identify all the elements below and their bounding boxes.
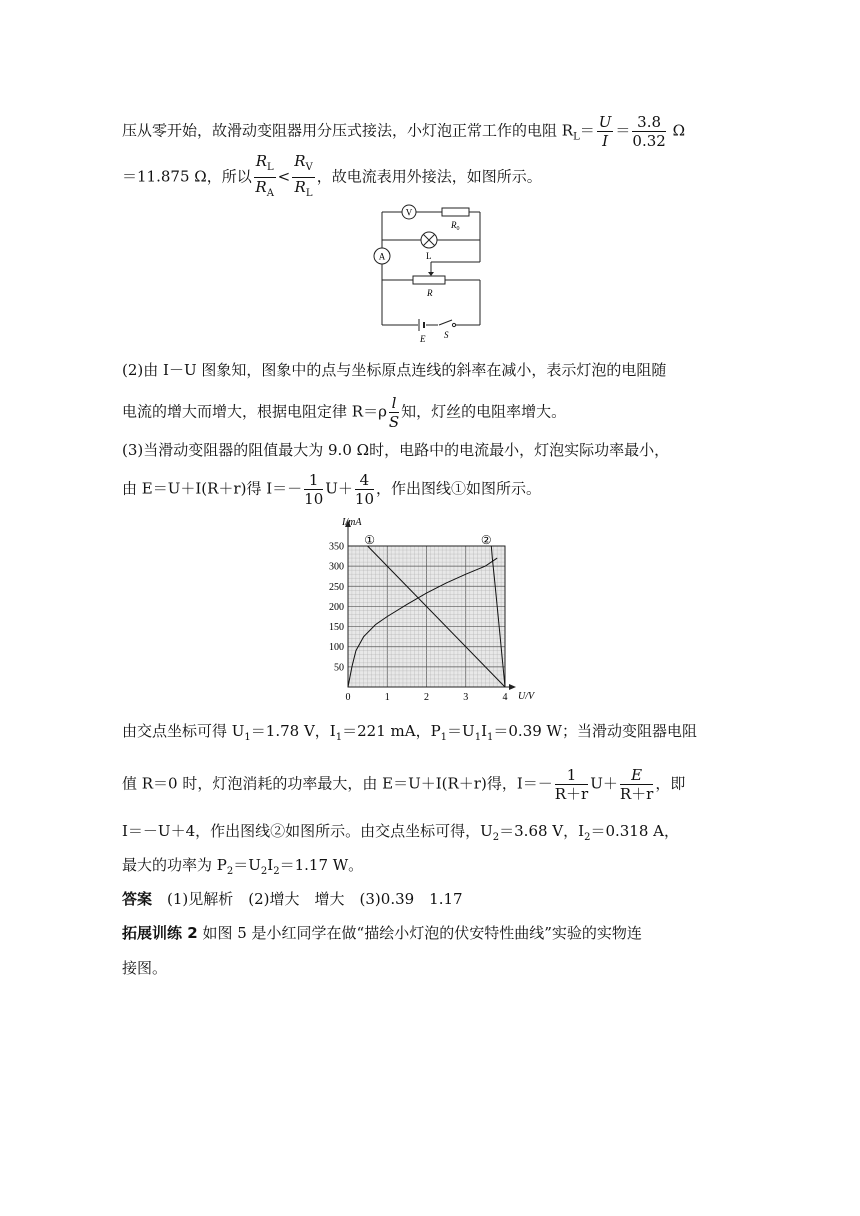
fraction-rv-over-rl: $\frac{R_V}{R_L}$ (294, 152, 313, 199)
annotation-2: ② (480, 533, 492, 547)
lamp-label: L (426, 251, 432, 261)
y-tick-label: 50 (334, 662, 344, 674)
para-line-10: 最大的功率为 $P_2=U_2I_2=1.17$ W。 (122, 856, 364, 877)
circuit-diagram (368, 200, 493, 345)
y-tick-label: 300 (329, 561, 344, 573)
x-axis-arrow-icon (509, 684, 516, 690)
fraction-3.8-over-0.32: $\frac{3.8}{0.32}$ (632, 113, 666, 150)
battery-label: E (420, 334, 426, 344)
para-line-6: 由 E＝U＋I(R＋r)得 I＝－ $\frac{1}{10}$ U＋ $\frac{4}{10}$ ，作出图线①如图所示。 (122, 471, 542, 508)
x-tick-label: 3 (463, 692, 469, 703)
y-axis-label: I/mA (342, 517, 362, 528)
extension-line-2: 接图。 (122, 959, 168, 977)
switch-label: S (444, 330, 449, 340)
fraction-1-over-10: $\frac{1}{10}$ (304, 471, 324, 508)
fraction-e-over-r-plus-r: $\frac{E}{R+r}$ (619, 766, 654, 803)
voltmeter-label: V (405, 207, 413, 218)
ammeter-label: A (378, 251, 386, 262)
extension-line-1: 拓展训练 2 如图 5 是小红同学在做“描绘小灯泡的伏安特性曲线”实验的实物连 (122, 924, 642, 942)
iu-chart (315, 515, 535, 705)
fraction-u-over-i: $\frac{U}{I}$ (598, 113, 612, 150)
para-line-8: 值 R＝0 时，灯泡消耗的功率最大，由 E＝U＋I(R＋r)得，I＝－ $\frac{1}{R+r}$ U＋ $\frac{E}{R+r}$ ，即 (122, 766, 686, 803)
y-tick-label: 200 (329, 601, 344, 613)
y-tick-label: 350 (329, 541, 344, 553)
answer-label: 答案 (122, 890, 153, 908)
y-tick-label: 150 (329, 622, 344, 634)
y-tick-label: 250 (329, 581, 344, 593)
para-line-1: 压从零开始，故滑动变阻器用分压式接法，小灯泡正常工作的电阻 $R_L=$ $\frac{U}{I}$ ＝ $\frac{3.8}{0.32}$ Ω (122, 113, 686, 150)
fraction-l-over-s: $\frac{l}{S}$ (388, 394, 400, 431)
para-line-5: (3)当滑动变阻器的阻值最大为 9.0 Ω时，电路中的电流最小，灯泡实际功率最小， (122, 441, 670, 459)
fraction-4-over-10: $\frac{4}{10}$ (354, 471, 374, 508)
slider-arrow-icon (428, 272, 434, 276)
x-tick-label: 4 (502, 692, 508, 703)
x-tick-label: 0 (345, 692, 351, 703)
para-line-2: ＝11.875 Ω，所以 $\frac{R_L}{R_A}$ < $\frac{R_V}{R_L}$ ，故电流表用外接法，如图所示。 (122, 152, 542, 203)
rheostat (413, 276, 445, 284)
annotation-1: ① (364, 533, 376, 547)
fraction-rl-over-ra: $\frac{R_L}{R_A}$ (255, 152, 274, 199)
x-tick-label: 1 (384, 692, 390, 703)
x-tick-label: 2 (424, 692, 429, 703)
rheostat-label: R (427, 288, 433, 298)
resistor-r0 (442, 208, 469, 216)
extension-label: 拓展训练 2 (122, 924, 198, 942)
para-line-3: (2)由 I－U 图象知，图象中的点与坐标原点连线的斜率在减小，表示灯泡的电阻随 (122, 361, 667, 379)
r0-label: $R_0$ (451, 220, 460, 232)
para-line-9: I＝－U＋4，作出图线②如图所示。由交点坐标可得，$U_2=3.68$ V，$I_2=0.318$ A， (122, 822, 679, 843)
switch-icon (452, 323, 455, 326)
x-axis-label: U/V (518, 691, 535, 702)
fraction-1-over-r-plus-r: $\frac{1}{R+r}$ (554, 766, 589, 803)
y-tick-label: 100 (329, 642, 344, 654)
para-line-4: 电流的增大而增大，根据电阻定律 R＝ρ $\frac{l}{S}$ 知，灯丝的电阻率增大。 (122, 394, 567, 431)
para-line-7: 由交点坐标可得 $U_1=1.78$ V，$I_1=221$ mA，$P_1=U_1I_1=0.39$ W；当滑动变阻器电阻 (122, 722, 697, 743)
answer-line: 答案 (1)见解析 (2)增大 增大 (3)0.39 1.17 (122, 890, 463, 908)
